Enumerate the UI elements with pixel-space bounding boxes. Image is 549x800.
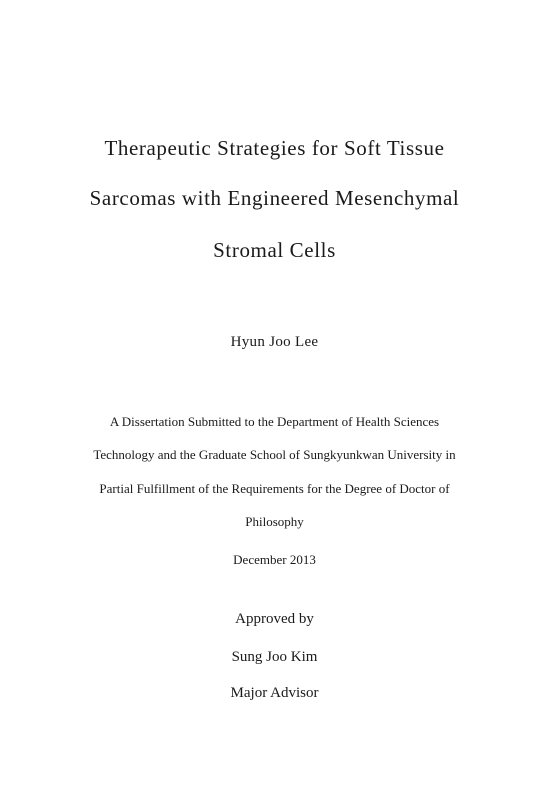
statement-line-4: Philosophy [245, 514, 304, 529]
statement-line-1: A Dissertation Submitted to the Department of Health Sciences [109, 414, 440, 429]
statement-line-2: Technology and the Graduate School of Sungkyunkwan University in [93, 447, 456, 462]
submission-date: December 2013 [233, 552, 316, 567]
title-line-2: Sarcomas with Engineered Mesenchymal [89, 186, 460, 210]
advisor-name: Sung Joo Kim [231, 649, 318, 665]
advisor-role: Major Advisor [230, 685, 319, 701]
approved-by-label: Approved by [235, 611, 314, 627]
title-line-1: Therapeutic Strategies for Soft Tissue [104, 136, 445, 160]
title-line-3: Stromal Cells [213, 238, 336, 262]
statement-line-3: Partial Fulfillment of the Requirements for the Degree of Doctor of [99, 481, 450, 496]
author-name: Hyun Joo Lee [230, 334, 319, 350]
